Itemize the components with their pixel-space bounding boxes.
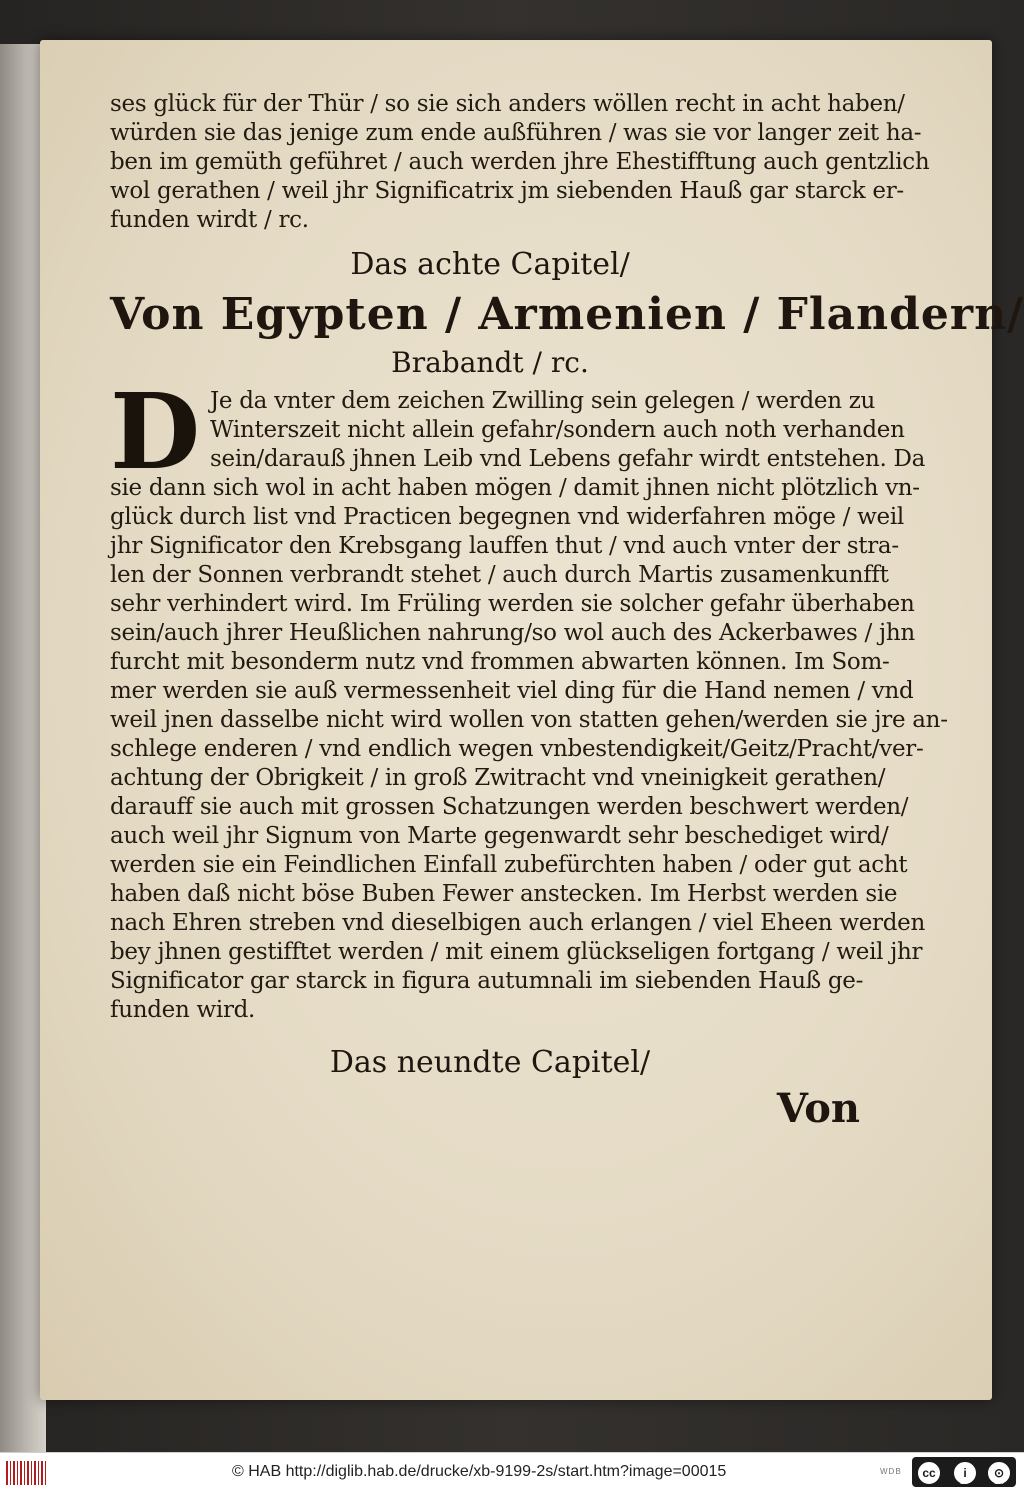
hab-logo-icon[interactable] — [6, 1461, 46, 1485]
text-line: jhr Significator den Krebsgang lauffen thut / vnd auch vnter der stra- — [110, 533, 899, 559]
text-line: Winterszeit nicht allein gefahr/sondern auch noth verhanden — [210, 417, 905, 443]
chapter-8-heading: Von Egypten / Armenien / Flandern/ — [110, 289, 1024, 340]
chapter-8-title: Das achte Capitel/ — [350, 247, 630, 282]
wdb-tag: WDB — [880, 1467, 902, 1476]
catchword: Von — [776, 1085, 860, 1132]
page-text — [110, 90, 1024, 1141]
chapter-9-title: Das neundte Capitel/ — [329, 1045, 651, 1080]
text-line: Significator gar starck in figura autumnali im siebenden Hauß ge- — [110, 968, 864, 994]
sa-label: SA — [994, 1479, 1004, 1486]
cc-icon: cc — [916, 1460, 942, 1486]
text-line: sein/auch jhrer Heußlichen nahrung/so wol auch des Ackerbawes / jhn — [110, 620, 915, 646]
text-line: wol gerathen / weil jhr Significatrix jm siebenden Hauß gar starck er- — [110, 178, 904, 204]
text-line: mer werden sie auß vermessenheit viel ding für die Hand nemen / vnd — [110, 678, 914, 704]
text-line: funden wird. — [110, 997, 256, 1023]
text-line: auch weil jhr Signum von Marte gegenwardt sehr beschediget wird/ — [110, 823, 889, 849]
text-line: sehr verhindert wird. Im Früling werden sie solcher gefahr überhaben — [110, 591, 915, 617]
text-line: funden wirdt / rc. — [110, 207, 309, 233]
chapter-8-body — [110, 370, 948, 1025]
copyright-link[interactable]: © HAB http://diglib.hab.de/drucke/xb-9199-2s/start.htm?image=00015 — [232, 1463, 727, 1480]
attribution-icon: i — [952, 1460, 978, 1486]
catchword-row — [110, 1085, 870, 1141]
cc-license-badge-icon[interactable] — [912, 1457, 1016, 1487]
text-line: ben im gemüth geführet / auch werden jhre Ehestifftung auch gentzlich — [110, 149, 930, 175]
text-line: furcht mit besonderm nutz vnd frommen abwarten können. Im Som- — [110, 649, 890, 675]
text-line: bey jhnen gestifftet werden / mit einem glückseligen fortgang / weil jhr — [110, 939, 923, 965]
by-label: BY — [960, 1479, 970, 1486]
text-line: sein/darauß jhnen Leib vnd Lebens gefahr wirdt entstehen. Da — [210, 446, 926, 472]
text-line: weil jnen dasselbe nicht wird wollen von statten gehen/werden sie jre an- — [110, 707, 948, 733]
text-line: sie dann sich wol in acht haben mögen / damit jhnen nicht plötzlich vn- — [110, 475, 920, 501]
text-line: würden sie das jenige zum ende außführen / was sie vor langer zeit ha- — [110, 120, 922, 146]
drop-cap-initial: D — [110, 370, 201, 493]
chapter-8-subheading: Brabandt / rc. — [391, 346, 589, 379]
document-page — [40, 40, 1024, 1400]
text-line: haben daß nicht böse Buben Fewer anstecken. Im Herbst werden sie — [110, 881, 898, 907]
text-line: nach Ehren streben vnd dieselbigen auch erlangen / viel Eheen werden — [110, 910, 925, 936]
text-line: ses glück für der Thür / so sie sich anders wöllen recht in acht haben/ — [110, 91, 905, 117]
viewer-footer — [0, 1452, 1024, 1492]
text-line: schlege enderen / vnd endlich wegen vnbestendigkeit/Geitz/Pracht/ver- — [110, 736, 924, 762]
text-line: len der Sonnen verbrandt stehet / auch durch Martis zusamenkunfft — [110, 562, 889, 588]
share-alike-icon: ⊙ — [986, 1460, 1012, 1486]
text-line: glück durch list vnd Practicen begegnen vnd widerfahren möge / weil — [110, 504, 904, 530]
text-line: achtung der Obrigkeit / in groß Zwitracht vnd vneinigkeit gerathen/ — [110, 765, 886, 791]
text-line: Je da vnter dem zeichen Zwilling sein gelegen / werden zu — [210, 388, 876, 414]
text-line: darauff sie auch mit grossen Schatzungen werden beschwert werden/ — [110, 794, 909, 820]
text-line: werden sie ein Feindlichen Einfall zubefürchten haben / oder gut acht — [110, 852, 908, 878]
